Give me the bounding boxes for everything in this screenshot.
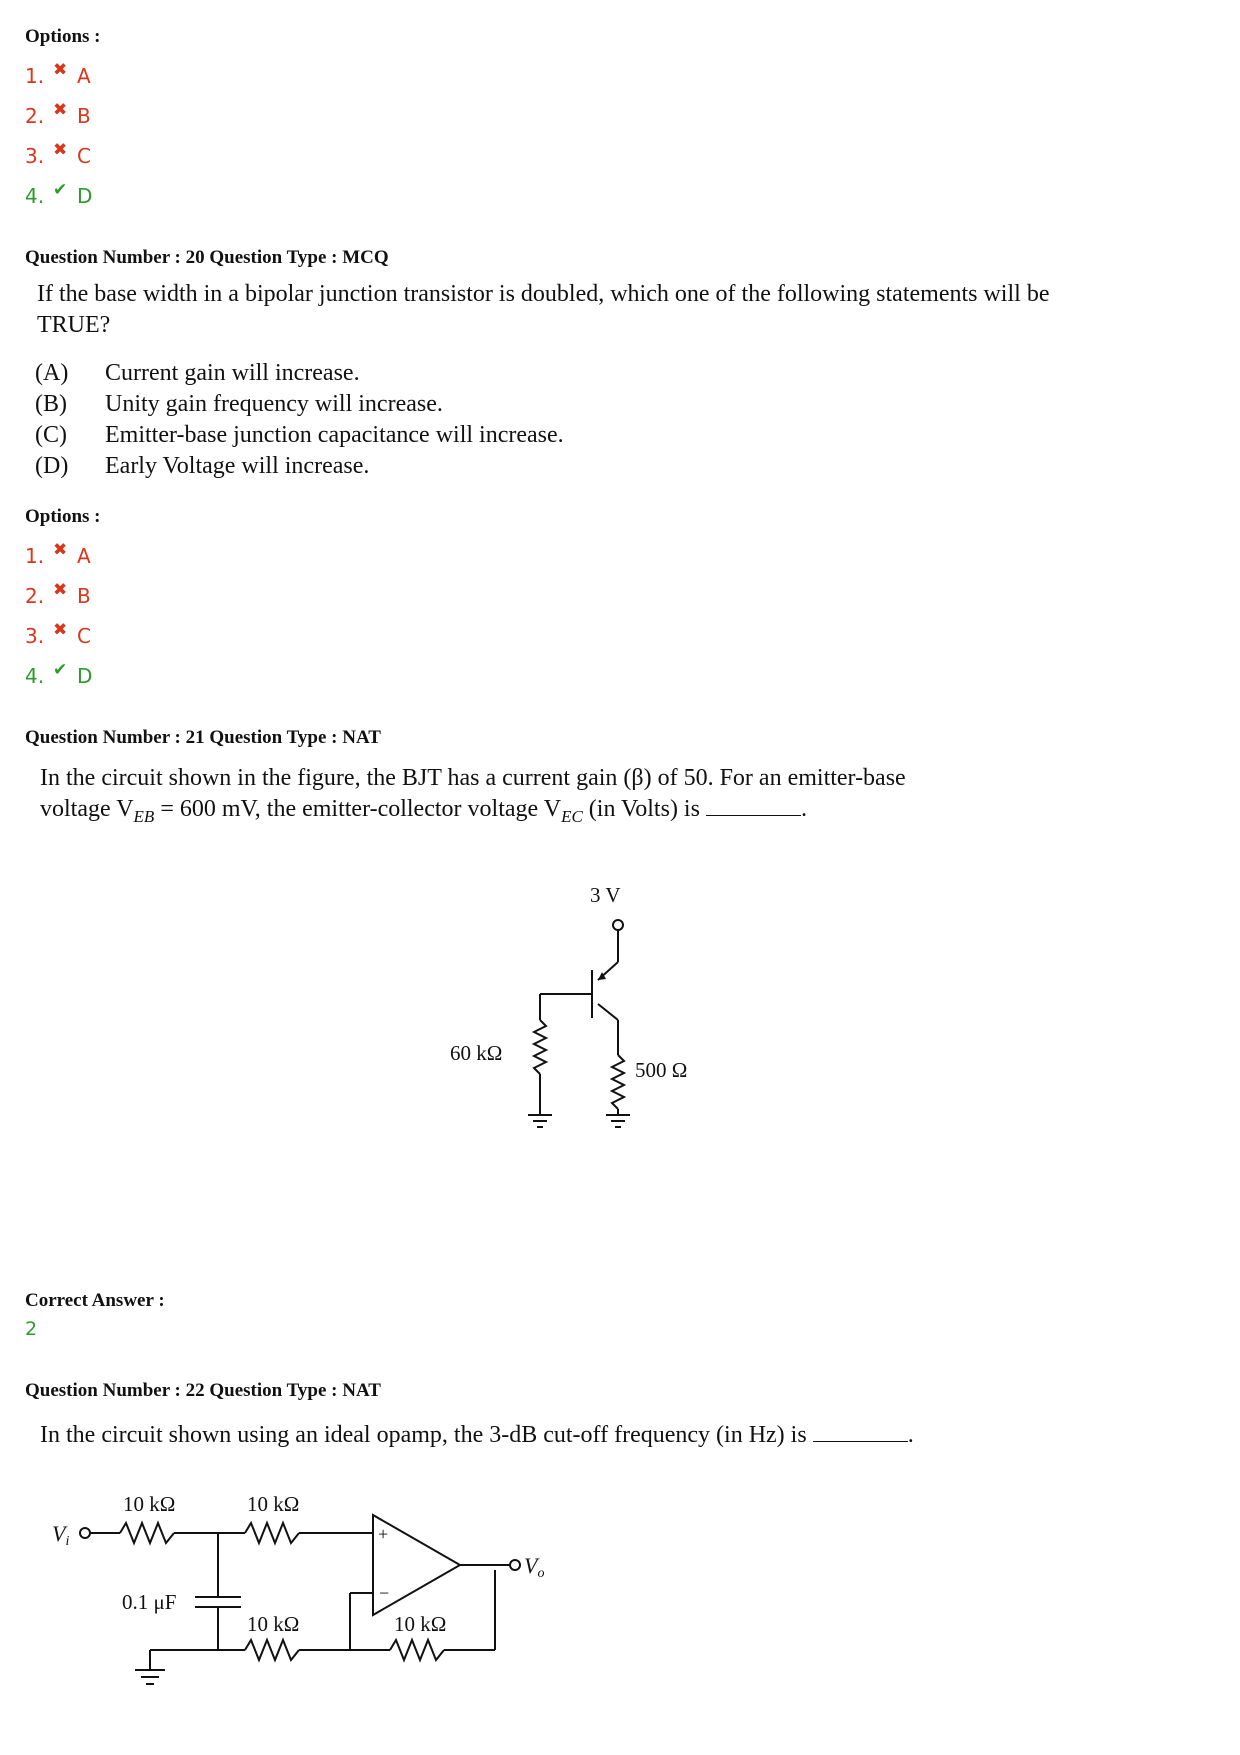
subscript: EC	[561, 806, 583, 826]
supply-label: 3 V	[590, 883, 621, 907]
options-list	[25, 536, 92, 696]
r4-label: 10 kΩ	[394, 1612, 447, 1636]
option-number: 1.	[25, 544, 45, 568]
cross-icon: ✖	[53, 140, 68, 160]
option-text: C	[77, 144, 91, 168]
minus-sign: −	[379, 1583, 390, 1603]
choice-key: (D)	[35, 453, 69, 479]
question-text-line1: In the circuit shown in the figure, the BJT has a current gain (β) of 50. For an emitter-base	[40, 765, 906, 791]
choice-item	[35, 358, 564, 389]
option-text: C	[77, 624, 91, 648]
resistor-r4	[390, 1640, 444, 1660]
choice-text: Current gain will increase.	[105, 360, 360, 386]
choice-key: (B)	[35, 391, 67, 417]
plus-sign: +	[378, 1524, 389, 1544]
option-text: D	[77, 184, 93, 208]
choices-list	[35, 358, 564, 482]
choice-text: Emitter-base junction capacitance will increase.	[105, 422, 564, 448]
check-icon: ✔	[53, 660, 68, 680]
option-number: 3.	[25, 144, 45, 168]
choice-item	[35, 451, 564, 482]
option-text: B	[77, 104, 91, 128]
question-text: In the circuit shown using an ideal opamp, the 3-dB cut-off frequency (in Hz) is .	[40, 1422, 914, 1448]
choice-key: (A)	[35, 360, 69, 386]
option-item[interactable]	[25, 656, 92, 696]
collector-resistor-label: 500 Ω	[635, 1058, 688, 1082]
option-item[interactable]	[25, 56, 92, 96]
option-text: B	[77, 584, 91, 608]
output-label-main: V	[524, 1553, 538, 1578]
choice-key: (C)	[35, 422, 67, 448]
collector-lead	[598, 1004, 618, 1020]
cross-icon: ✖	[53, 60, 68, 80]
option-text: A	[77, 544, 91, 568]
output-terminal	[510, 1560, 520, 1570]
input-label-sub: i	[65, 1534, 70, 1549]
input-label-main: V	[52, 1521, 66, 1546]
supply-terminal	[613, 920, 623, 930]
choice-item	[35, 389, 564, 420]
option-number: 4.	[25, 184, 45, 208]
r1-label: 10 kΩ	[123, 1492, 176, 1516]
resistor-r3	[245, 1640, 299, 1660]
option-item[interactable]	[25, 536, 92, 576]
capacitor-label: 0.1 μF	[122, 1590, 177, 1614]
option-number: 2.	[25, 104, 45, 128]
bjt-circuit-diagram	[440, 880, 740, 1140]
cross-icon: ✖	[53, 580, 68, 600]
check-icon: ✔	[53, 180, 68, 200]
option-number: 2.	[25, 584, 45, 608]
option-number: 3.	[25, 624, 45, 648]
text-fragment: (in Volts) is	[582, 796, 700, 822]
answer-label: Correct Answer :	[25, 1290, 165, 1311]
cross-icon: ✖	[53, 540, 68, 560]
choice-text: Early Voltage will increase.	[105, 453, 370, 479]
cross-icon: ✖	[53, 100, 68, 120]
option-item[interactable]	[25, 136, 92, 176]
option-text: D	[77, 664, 93, 688]
option-item[interactable]	[25, 176, 92, 216]
question-text	[40, 763, 1100, 832]
answer-blank	[813, 1421, 908, 1442]
question-header: Question Number : 20 Question Type : MCQ	[25, 247, 389, 268]
resistor-r1	[120, 1523, 174, 1543]
cross-icon: ✖	[53, 620, 68, 640]
question-text-line2: voltage $V_{EB} = 600$ mV, the emitter-collector voltage $V_{EC}$ (in Volts) is .	[40, 796, 807, 826]
option-item[interactable]	[25, 616, 92, 656]
text-fragment: = 600 mV, the emitter-collector voltage V	[154, 796, 562, 822]
options-label: Options :	[25, 26, 101, 47]
options-label: Options :	[25, 506, 101, 527]
r2-label: 10 kΩ	[247, 1492, 300, 1516]
question-header: Question Number : 22 Question Type : NAT	[25, 1380, 381, 1401]
input-label	[52, 1521, 69, 1549]
question-text: If the base width in a bipolar junction transistor is doubled, which one of the following statements will be TRUE?	[37, 281, 1050, 338]
input-terminal	[80, 1528, 90, 1538]
question-header: Question Number : 21 Question Type : NAT	[25, 727, 381, 748]
option-number: 1.	[25, 64, 45, 88]
option-item[interactable]	[25, 96, 92, 136]
opamp-circuit-diagram	[40, 1485, 580, 1730]
choice-item	[35, 420, 564, 451]
output-label	[524, 1553, 544, 1581]
options-list	[25, 56, 92, 216]
correct-answer-value: 2	[25, 1318, 38, 1340]
output-label-sub: o	[537, 1566, 545, 1581]
question-text-body: In the circuit shown using an ideal opamp, the 3-dB cut-off frequency (in Hz) is	[40, 1422, 807, 1448]
text-fragment: voltage V	[40, 796, 134, 822]
base-resistor-label: 60 kΩ	[450, 1041, 503, 1065]
subscript: EB	[133, 806, 155, 826]
resistor-r2	[245, 1523, 299, 1543]
option-text: A	[77, 64, 91, 88]
answer-blank	[706, 795, 801, 816]
option-item[interactable]	[25, 576, 92, 616]
collector-resistor	[612, 1055, 624, 1109]
r3-label: 10 kΩ	[247, 1612, 300, 1636]
option-number: 4.	[25, 664, 45, 688]
base-resistor	[534, 1020, 546, 1074]
choice-text: Unity gain frequency will increase.	[105, 391, 443, 417]
